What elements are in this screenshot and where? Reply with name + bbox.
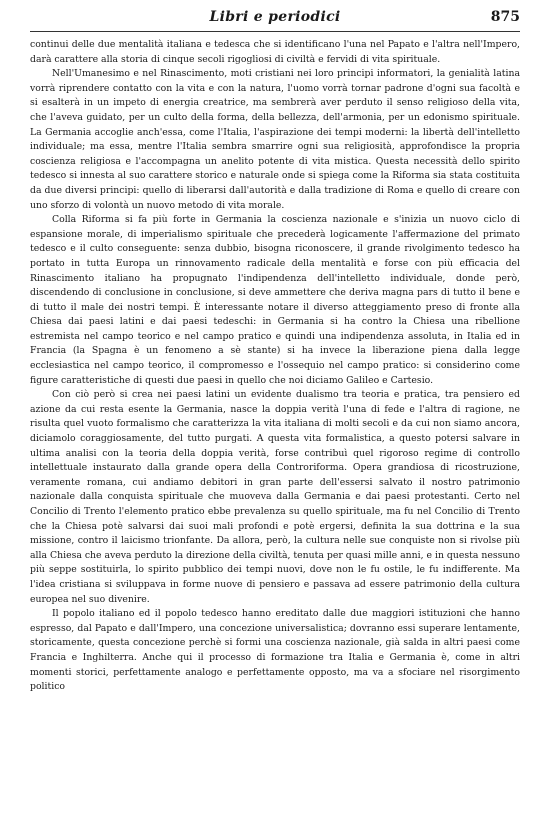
paragraph-3: Colla Riforma si fa più forte in Germania la coscienza nazionale e s'inizia un nuovo ciclo di espansione morale, di imperialismo spirituale che precederà logicamente l'affermazione del primato tedesco e il culto conseguente: senza dubbio, bisogna riconoscere, il grande rivolgimento tedesco ha portato in tutta Europa un rinnovamento radicale della mentalità e forse con più efficacia del Rinascimento italiano ha propugnato l'indipendenza dell'intelletto individuale, donde però, discendendo di conclusione in conclusione, si deve ammettere che deriva magna pars di tutto il bene e di tutto il male dei nostri tempi. È interessante notare il diverso atteggiamento preso di fronte alla Chiesa dai paesi latini e dai paesi tedeschi: in Germania si ha contro la Chiesa una ribellione estremista nel campo teorico e nel campo pratico e quindi una indipendenza assoluta, in Italia ed in Francia (la Spagna è un fenomeno a sè stante) si ha invece la liberazione piena dalla legge ecclesiastica nel campo teorico, il compromesso e l'ossequio nel campo pratico: si considerino come figure caratteristiche di questi due paesi in quello che noi diciamo Galileo e Cartesio.	[30, 214, 520, 386]
paragraph-5: Il popolo italiano ed il popolo tedesco hanno ereditato dalle due maggiori istituzioni che hanno espresso, dal Papato e dall'Impero, una concezione universalistica; dovranno essi superare lentamente, storicamente, questa concezione perchè si formi una coscienza nazionale, già salda in altri paesi come Francia e Inghilterra. Anche qui il processo di formazione tra Italia e Germania è, come in altri momenti storici, perfettamente analogo e perfettamente opposto, ma va a sfociare nel risorgimento politico	[30, 608, 520, 693]
running-title: Libri e periodici	[209, 9, 341, 25]
running-head	[30, 9, 520, 32]
paragraph-2: Nell'Umanesimo e nel Rinascimento, moti cristiani nei loro principi informatori, la genialità latina vorrà riprendere contatto con la vita e con la natura, l'uomo vorrà tornar padrone d'ogni sua facoltà e si esalterà in un impeto di energia creatrice, ma sembrerà aver perduto il senso religioso della vita, che l'aveva guidato, per un culto della forma, della bellezza, dell'armonia, per un edonismo spirituale. La Germania accoglie anch'essa, come l'Italia, l'aspirazione dei tempi moderni: la libertà dell'intelletto individuale; ma essa, mentre l'Italia sembra smarrire ogni sua religiosità, approfondisce la propria coscienza religiosa e l'accompagna un anelito potente di vita mistica. Questa necessità dello spirito tedesco si innesta al suo carattere storico e naturale onde si spiega come la Riforma sia stata costituita da due diversi principi: quello di liberarsi dall'autorità e dalla tradizione di Roma e quello di creare con uno sforzo di volontà un nuovo metodo di vita morale.	[30, 68, 520, 211]
paragraph-1: continui delle due mentalità italiana e tedesca che si identificano l'una nel Papato e l'altra nell'Impero, darà carattere alla storia di cinque secoli rigogliosi di civiltà e fervidi di vita spirituale.	[30, 39, 520, 65]
paragraph-4: Con ciò però si crea nei paesi latini un evidente dualismo tra teoria e pratica, tra pensiero ed azione da cui resta esente la Germania, nasce la doppia verità l'una di fede e l'altra di ragione, ne risulta quel vuoto formalismo che caratterizza la vita italiana di molti secoli e da cui non siamo ancora, diciamolo coraggiosamente, del tutto purgati. A questa vita formalistica, a questo potersi salvare in ultima analisi con la teoria della doppia verità, forse contribuì quel rigoroso regime di controllo intellettuale instaurato dalla grande opera della Controriforma. Opera grandiosa di ricostruzione, veramente romana, cui andiamo debitori in gran parte dell'essersi salvato il nostro patrimonio nazionale dalla conquista spirituale che muoveva dalla Germania e dai paesi protestanti. Certo nel Concilio di Trento l'elemento pratico ebbe prevalenza su quello spirituale, ma fu nel Concilio di Trento che la Chiesa potè salvarsi dai suoi mali profondi e potè ergersi, definita la sua dottrina e la sua missione, contro il laicismo trionfante. Da allora, però, la cultura nelle sue conquiste non si rivolse più alla Chiesa che aveva perduto la direzione della civiltà, tenuta per quasi mille anni, e in questa nessuno più seppe sostituirla, lo spirito pubblico dei tempi nuovi, dove non le fu ostile, le fu indifferente. Ma l'idea cristiana si sviluppava in forme nuove di pensiero e passava ad essere patrimonio della cultura europea nel suo divenire.	[30, 389, 520, 605]
page-number: 875	[490, 9, 520, 25]
article-body	[30, 38, 520, 695]
